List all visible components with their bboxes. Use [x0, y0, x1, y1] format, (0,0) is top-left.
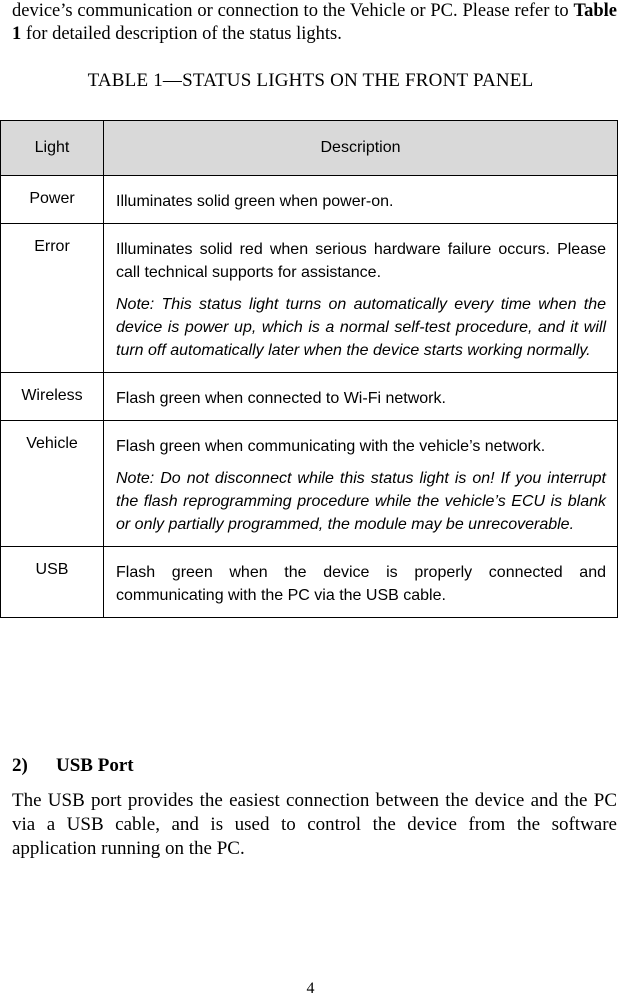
section-number: 2): [12, 755, 28, 776]
light-name: Power: [1, 176, 104, 224]
table-header-row: [1, 121, 618, 176]
header-description: Description: [104, 121, 618, 176]
light-description: [104, 547, 618, 618]
light-description: [104, 176, 618, 224]
header-light: Light: [1, 121, 104, 176]
intro-paragraph: [12, 0, 617, 46]
table-row: [1, 421, 618, 547]
description-text: Flash green when connected to Wi-Fi network.: [116, 390, 446, 407]
light-name: Vehicle: [1, 421, 104, 547]
page-number: 4: [306, 980, 315, 997]
description-note: Note: This status light turns on automatically every time when the device is power up, which is a normal self-test procedure, and it will turn off automatically later when the device starts working normally.: [116, 296, 606, 359]
table-row: [1, 373, 618, 421]
description-note: Note: Do not disconnect while this status light is on! If you interrupt the flash reprogramming procedure while the vehicle’s ECU is blank or only partially programmed, the module may be unrecoverable.: [116, 470, 606, 533]
section-body: The USB port provides the easiest connection between the device and the PC via a USB cable, and is used to control the device from the software application running on the PC.: [12, 790, 617, 859]
section-title: USB Port: [56, 755, 134, 776]
light-description: [104, 421, 618, 547]
description-text: Illuminates solid red when serious hardware failure occurs. Please call technical supports for assistance.: [116, 241, 606, 281]
description-text: Flash green when communicating with the vehicle’s network.: [116, 438, 546, 455]
status-lights-table: [0, 120, 618, 618]
description-text: Illuminates solid green when power-on.: [116, 193, 394, 210]
light-description: [104, 224, 618, 373]
table-title: TABLE 1—STATUS LIGHTS ON THE FRONT PANEL: [87, 70, 534, 91]
table-reference: Table 1: [12, 1, 617, 44]
light-description: [104, 373, 618, 421]
light-name: Wireless: [1, 373, 104, 421]
description-text: Flash green when the device is properly connected and communicating with the PC via the USB cable.: [116, 564, 606, 604]
table-row: [1, 224, 618, 373]
section-heading: [12, 755, 134, 777]
table-row: [1, 176, 618, 224]
light-name: Error: [1, 224, 104, 373]
table-row: [1, 547, 618, 618]
intro-text-end: for detailed description of the status lights.: [21, 24, 342, 44]
intro-text-start: device’s communication or connection to the Vehicle or PC. Please refer to: [12, 1, 574, 21]
light-name: USB: [1, 547, 104, 618]
